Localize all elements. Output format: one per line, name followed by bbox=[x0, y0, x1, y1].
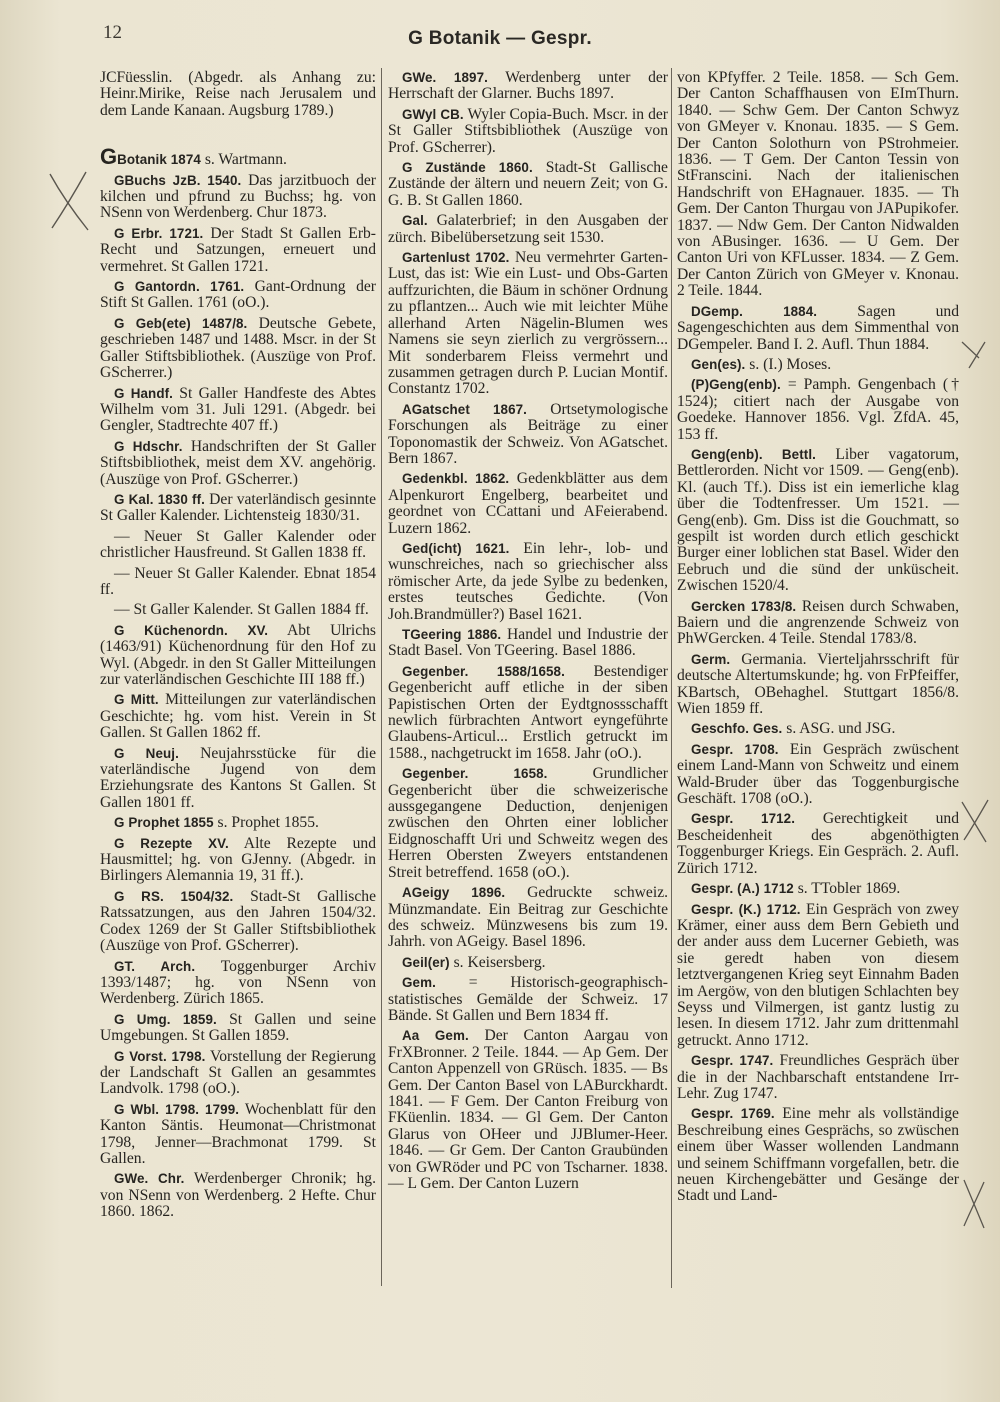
bibliography-entry bbox=[677, 70, 959, 300]
pencil-cross-mark bbox=[958, 1176, 990, 1232]
entry-text: Bestendiger Gegenbericht auff etliche in der siben Papistischen Orten der Eydtgnossschafft newlich fürbrachten Antwort eyngeführte Glaubens-Articul... Erstlich getruckt im 1588., nachgetruckt im 1658. Jahr (oO.). bbox=[388, 662, 668, 762]
entry-siglum: Gespr. 1769. bbox=[691, 1106, 775, 1122]
entry-text: Germania. Vierteljahrsschrift für deutsche Altertumskunde; hg. von FrPfeiffer, KBartsch, OBehaghel. Stuttgart 1856/8. Wien 1859 ff. bbox=[677, 650, 959, 718]
bibliography-entry bbox=[100, 602, 376, 618]
bibliography-entry bbox=[388, 70, 668, 103]
entry-text: Stadt-St Gallische Ratssatzungen, aus den Jahren 1504/32. Codex 1269 der St Galler Stiftsbibliothek (Auszüge von Prof. GScherrer). bbox=[100, 887, 376, 955]
bibliography-entry bbox=[100, 386, 376, 435]
entry-siglum: G Neuj. bbox=[114, 745, 179, 761]
entry-text: Ortsetymologische Forschungen als Beiträge zu einer Toponomastik der Schweiz. Von AGatschet. Bern 1867. bbox=[388, 400, 668, 467]
entry-siglum: Gespr. 1712. bbox=[691, 811, 796, 827]
entry-text: s. Wartmann. bbox=[200, 151, 287, 169]
bibliography-entry bbox=[677, 377, 959, 443]
entry-text: Handschriften der St Galler Stiftsbibliothek, meist dem XV. angehörig. (Auszüge von Prof. GScherrer.) bbox=[100, 437, 376, 488]
entry-siglum: Gespr. (A.) 1712 bbox=[691, 881, 794, 897]
entry-siglum: Gartenlust 1702. bbox=[402, 250, 510, 266]
entry-text: Neu vermehrter Garten-Lust, das ist: Wie ein Lust- und Obs-Garten auffzurichten, die Bäum in schöner Ordnung zu pflantzen... Auch wie mit leichter Mühe allerhand Arten Nägelin-Blumen wes Namens sie seyn zierlich zu vergrössern... Mit sonderbarem Fleiss vermehrt und zusammen getragen durch P. Lucian Montif. Constantz 1702. bbox=[388, 249, 668, 398]
entry-text: Wyler Copia-Buch. Mscr. in der St Galler Stiftsbibliothek (Auszüge von Prof. GScherrer). bbox=[388, 105, 668, 156]
bibliography-entry bbox=[100, 492, 376, 525]
section-initial: G bbox=[100, 144, 118, 170]
entry-siglum: (P)Geng(enb). bbox=[691, 377, 781, 393]
entry-siglum: G Rezepte XV. bbox=[114, 835, 229, 851]
running-head: G Botanik — Gespr. bbox=[408, 28, 592, 49]
entry-siglum: Gem. bbox=[402, 975, 436, 991]
entry-siglum: G Handf. bbox=[114, 385, 173, 401]
bibliography-entry bbox=[388, 541, 668, 623]
bibliography-entry bbox=[677, 1053, 959, 1102]
entry-siglum: GWe. 1897. bbox=[402, 70, 488, 85]
entry-siglum: Germ. bbox=[691, 651, 731, 667]
bibliography-entry bbox=[388, 107, 668, 156]
bibliography-entry bbox=[388, 885, 668, 951]
bibliography-entry bbox=[100, 815, 376, 831]
entry-text: Gedenkblätter aus dem Alpenkurort Engelberg, bearbeitet und geordnet von CCattani und AFeierabend. Luzern 1862. bbox=[388, 470, 668, 537]
bibliography-entry bbox=[388, 766, 668, 881]
entry-text: = Pamph. Gengenbach († 1524); citiert nach der Ausgabe von Goedeke. Hannover 1856. Vgl. ZfdA. 45, 153 ff. bbox=[677, 376, 959, 443]
bibliography-entry bbox=[677, 304, 959, 353]
bibliography-entry bbox=[388, 213, 668, 246]
bibliography-entry bbox=[677, 881, 959, 897]
entry-text: s. Prophet 1855. bbox=[213, 814, 319, 832]
column-middle bbox=[388, 70, 668, 1196]
pencil-cross-mark bbox=[46, 168, 92, 234]
entry-text: s. ASG. und JSG. bbox=[782, 720, 896, 738]
entry-text: Sagen und Sagengeschichten aus dem Simmenthal von DGempeler. Band I. 2. Aufl. Thun 1884. bbox=[677, 302, 959, 353]
bibliography-entry bbox=[388, 471, 668, 537]
entry-siglum: G Geb(ete) 1487/8. bbox=[114, 315, 248, 331]
entry-siglum: DGemp. 1884. bbox=[691, 303, 818, 319]
bibliography-entry bbox=[100, 144, 376, 170]
entry-siglum: Botanik 1874 bbox=[117, 152, 201, 168]
pencil-check-mark bbox=[959, 338, 989, 372]
bibliography-entry bbox=[100, 623, 376, 689]
bibliography-entry bbox=[100, 692, 376, 741]
entry-text: Das jarzitbuoch der kilchen und pfrund zu Buchss; hg. von NSenn von Werdenberg. Chur 1873. bbox=[100, 171, 376, 222]
bibliography-entry bbox=[100, 889, 376, 955]
entry-text: s. TTobler 1869. bbox=[793, 880, 901, 898]
entry-text: s. Keisersberg. bbox=[449, 953, 546, 971]
column-right bbox=[677, 70, 959, 1209]
entry-text: St Galler Handfeste des Abtes Wilhelm vom 31. Juli 1291. (Abgedr. bei Gengler, Stadtrechte 407 ff.) bbox=[100, 384, 376, 435]
entry-text: Toggenburger Archiv 1393/1487; hg. von NSenn von Werdenberg. Zürich 1865. bbox=[100, 957, 376, 1008]
entry-text: Vorstellung der Regierung der Landschaft St Gallen an gesammtes Landvolk. 1798 (oO.). bbox=[100, 1047, 376, 1098]
entry-siglum: Gegenber. 1658. bbox=[402, 766, 548, 782]
entry-text: Mitteilungen zur vaterländischen Geschichte; hg. vom hist. Verein in St Gallen. St Gallen 1862 ff. bbox=[100, 691, 376, 742]
entry-text: Deutsche Gebete, geschrieben 1487 und 1488. Mscr. in der St Galler Stiftsbibliothek. (Auszüge von Prof. GScherrer.) bbox=[100, 314, 376, 382]
bibliography-entry bbox=[388, 402, 668, 468]
entry-siglum: AGatschet 1867. bbox=[402, 401, 527, 417]
bibliography-entry bbox=[100, 1102, 376, 1168]
entry-text: Handel und Industrie der Stadt Basel. Von TGeering. Basel 1886. bbox=[388, 626, 668, 660]
entry-siglum: AGeigy 1896. bbox=[402, 885, 506, 901]
column-rule bbox=[671, 68, 672, 1288]
entry-text: Stadt-St Gallische Zustände der ältern und neuern Zeit; von G. G. B. St Gallen 1860. bbox=[388, 159, 668, 209]
entry-siglum: Gespr. (K.) 1712. bbox=[691, 901, 801, 917]
entry-text: Werdenberg unter der Herrschaft der Glarner. Buchs 1897. bbox=[388, 69, 668, 103]
entry-text: Gedruckte schweiz. Münzmandate. Ein Beitrag zur Geschichte des schweiz. Münzwesens bis zum 19. Jahrh. von AGeigy. Basel 1896. bbox=[388, 884, 669, 951]
entry-siglum: TGeering 1886. bbox=[402, 627, 502, 642]
bibliography-entry bbox=[100, 70, 376, 119]
bibliography-entry bbox=[100, 746, 376, 812]
entry-siglum: GBuchs JzB. 1540. bbox=[114, 172, 242, 188]
bibliography-entry bbox=[677, 1106, 959, 1204]
entry-siglum: Gal. bbox=[402, 213, 428, 229]
entry-text: — Neuer St Galler Kalender. Ebnat 1854 ff. bbox=[100, 564, 376, 598]
entry-text: Werdenberger Chronik; hg. von NSenn von Werdenberg. 2 Hefte. Chur 1860. 1862. bbox=[100, 1170, 376, 1221]
bibliography-entry bbox=[100, 836, 376, 885]
entry-text: Neujahrsstücke für die vaterländische Jugend von dem Erziehungsrate des Kantons St Gallen. St Gallen 1801 ff. bbox=[100, 744, 376, 811]
bibliography-entry bbox=[100, 1012, 376, 1045]
entry-text: Alte Rezepte und Hausmittel; hg. von GJenny. (Abgedr. in Birlingers Alemannia 19, 31 ff.). bbox=[100, 834, 376, 885]
column-left bbox=[100, 70, 376, 1225]
entry-siglum: Gespr. 1747. bbox=[691, 1053, 774, 1069]
bibliography-entry bbox=[677, 811, 959, 877]
bibliography-entry bbox=[100, 1171, 376, 1220]
page-number: 12 bbox=[103, 22, 122, 43]
column-rule bbox=[381, 68, 382, 1286]
entry-text: Gerechtigkeit und Bescheidenheit des abgenöthigten Toggenburger Kriegs. Ein Gespräch. 2. Aufl. Zürich 1712. bbox=[677, 810, 959, 877]
entry-text: Der vaterländisch gesinnte St Galler Kalender. Lichtensteig 1830/31. bbox=[100, 490, 377, 525]
entry-text: Ein Gespräch zwüschent einem Land-Mann von Schweitz und einem Wald-Bruder über das Toggenburgische Geschäft. 1708 (oO.). bbox=[677, 740, 959, 808]
entry-siglum: G Wbl. 1798. 1799. bbox=[114, 1101, 240, 1117]
bibliography-entry bbox=[388, 160, 668, 209]
bibliography-entry bbox=[100, 1049, 376, 1098]
entry-siglum: G Umg. 1859. bbox=[114, 1011, 217, 1027]
bibliography-entry bbox=[388, 664, 668, 762]
entry-siglum: Aa Gem. bbox=[402, 1028, 469, 1044]
entry-text: Reisen durch Schwaben, Baiern und die angrenzende Schweiz von PhWGercken. 4 Teile. Stendal 1783/8. bbox=[677, 597, 959, 648]
bibliography-entry bbox=[100, 226, 376, 275]
entry-siglum: G Kal. 1830 ff. bbox=[114, 491, 205, 507]
entry-text: von KPfyffer. 2 Teile. 1858. — Sch Gem. Der Canton Schaffhausen von EImThurn. 1840. — Schw Gem. Der Canton Schwyz von GMeyer v. Knonau. 1835. — S Gem. Der Canton Solothurn von PStrohmeier. 1836. — T Gem. Der Canton Tessin von StFranscini. Nach der italienischen Handschrift von EHagnauer. 1835. — Th Gem. Der Canton Thurgau von JAPupikofer. 1837. — Ndw Gem. Der Canton Nidwalden von ABusinger. 1636. — U Gem. Der Canton Uri von KFLusser. 1834. — Z Gem. Der Canton Zürich von GMeyer v. Knonau. 2 Teile. 1844. bbox=[677, 69, 959, 300]
bibliography-entry bbox=[100, 173, 376, 222]
bibliography-entry bbox=[677, 902, 959, 1050]
entry-siglum: Gespr. 1708. bbox=[691, 741, 779, 757]
entry-text: Der Canton Aargau von FrXBronner. 2 Teile. 1844. — Ap Gem. Der Canton Appenzell von GRüsch. 1835. — Bs Gem. Der Canton Basel von LABurckhardt. 1841. — F Gem. Der Canton Freiburg von FKüenlin. 1834. — Gl Gem. Der Canton Glarus von OHeer und JJBlumer-Heer. 1846. — Gr Gem. Der Canton Graubünden von GWRöder und PC von Tscharner. 1838. — L Gem. Der Canton Luzern bbox=[388, 1027, 668, 1192]
entry-siglum: G Zustände 1860. bbox=[402, 160, 533, 176]
entry-siglum: G Hdschr. bbox=[114, 438, 183, 454]
entry-text: Ein lehr-, lob- und wunschreiches, nach so griechischer alss römischer Arte, da jede Sylbe zu bedenken, erstes teutsches Gedichte. (Von Joh.Brandmüller?) Basel 1621. bbox=[388, 539, 669, 623]
entry-siglum: G Mitt. bbox=[114, 692, 159, 708]
entry-text: Grundlicher Gegenbericht über die schweizerische aussgegangene Deduction, denjenigen zwüschen den Ohrten einer loblicher Eidgnoschafft Uri und Schweitz wegen des Herren Obersten Zweyers entstandenen Streit betreffend. 1658 (oO.). bbox=[388, 765, 668, 881]
entry-siglum: G Erbr. 1721. bbox=[114, 225, 204, 241]
entry-siglum: Geschfo. Ges. bbox=[691, 721, 783, 737]
entry-siglum: Geil(er) bbox=[402, 954, 450, 970]
entry-siglum: GWe. Chr. bbox=[114, 1171, 185, 1187]
bibliography-entry bbox=[388, 250, 668, 398]
bibliography-entry bbox=[677, 742, 959, 808]
bibliography-entry bbox=[100, 566, 376, 599]
entry-siglum: G Vorst. 1798. bbox=[114, 1048, 206, 1064]
bibliography-entry bbox=[677, 447, 959, 595]
bibliography-entry bbox=[677, 357, 959, 373]
entry-text: s. (I.) Moses. bbox=[745, 355, 832, 373]
entry-text: St Gallen und seine Umgebungen. St Gallen 1859. bbox=[100, 1010, 376, 1045]
entry-text: Liber vagatorum, Bettlerorden. Nicht vor 1509. — Geng(enb). Kl. (auch Tf.). Diss ist ein iemerliche klag über die Todtenfresser. Um 1521. — Geng(enb). Gm. Diss ist die Gouchmatt, so gespilt ist worden durch etlich geschickt Burger einer loblichen stat Basel. Wider den Eebruch und die sünd der unküscheit. Zwischen 1520/4. bbox=[677, 445, 959, 595]
entry-text: Ein Gespräch von zwey Krämer, einer auss dem Bern Gebieth und der ander auss dem Lucerner Gebieth, was sie geredt haben von diesem letztvergangenen Krieg seyt Einnahm Baden im Aergöw, von den blutigen Schlachten bey Seyss und Vilmergen, ist gantz lustig zu lesen. In diesem 1712. Jahr zum drittenmahl getruckt. Anno 1712. bbox=[677, 900, 960, 1049]
entry-text: = Historisch-geographisch-statistisches Gemälde der Schweiz. 17 Bände. St Gallen und Bern 1834 ff. bbox=[388, 974, 668, 1024]
bibliography-entry bbox=[388, 975, 668, 1024]
entry-siglum: GWyl CB. bbox=[402, 106, 464, 122]
entry-siglum: Geng(enb). Bettl. bbox=[691, 446, 816, 462]
entry-text: — St Galler Kalender. St Gallen 1884 ff. bbox=[114, 601, 369, 619]
bibliography-entry bbox=[388, 1028, 668, 1192]
bibliography-entry bbox=[388, 627, 668, 660]
entry-siglum: G RS. 1504/32. bbox=[114, 888, 234, 904]
entry-siglum: Gegenber. 1588/1658. bbox=[402, 663, 565, 679]
bibliography-entry bbox=[677, 652, 959, 718]
entry-text: Freundliches Gespräch über die in der Nachbarschaft entstandene Irr-Lehr. Zug 1747. bbox=[677, 1052, 959, 1102]
entry-text: Wochenblatt für den Kanton Säntis. Heumonat—Christmonat 1798, Jenner—Brachmonat 1799. St Gallen. bbox=[100, 1100, 376, 1167]
entry-text: Der Stadt St Gallen Erb-Recht und Satzungen, erneuert und vermehret. St Gallen 1721. bbox=[100, 224, 376, 275]
entry-text: — Neuer St Galler Kalender oder christlicher Hausfreund. St Gallen 1838 ff. bbox=[100, 527, 376, 562]
entry-text: Gant-Ordnung der Stift St Gallen. 1761 (oO.). bbox=[100, 278, 376, 312]
entry-text: Eine mehr als vollständige Beschreibung eines Gesprächs, so zwüschen einem über Wasser wollenden Landmann und seinem Schiffmann vorgefallen, betr. die neuen Kirchengebätter und Gesänge der Stadt und Land- bbox=[677, 1105, 959, 1205]
entry-text: Galaterbrief; in den Ausgaben der zürch. Bibelübersetzung seit 1530. bbox=[388, 212, 668, 246]
bibliography-entry bbox=[100, 316, 376, 382]
bibliography-entry bbox=[100, 529, 376, 562]
entry-siglum: GT. Arch. bbox=[114, 958, 196, 974]
entry-siglum: Gercken 1783/8. bbox=[691, 598, 797, 614]
bibliography-entry bbox=[677, 721, 959, 737]
entry-text: Abt Ulrichs (1463/91) Küchenordnung für den Hof zu Wyl. (Abgedr. in den St Galler Mitteilungen zur vaterländischen Geschichte III 188 ff.) bbox=[100, 621, 376, 688]
entry-siglum: Gedenkbl. 1862. bbox=[402, 471, 510, 487]
entry-siglum: Gen(es). bbox=[691, 356, 746, 372]
entry-text: JCFüesslin. (Abgedr. als Anhang zu: Heinr.Mirike, Reise nach Jerusalem und dem Lande Kanaan. Augsburg 1789.) bbox=[100, 69, 376, 119]
bibliography-entry bbox=[388, 955, 668, 971]
pencil-cross-mark bbox=[958, 796, 992, 846]
bibliography-entry bbox=[677, 599, 959, 648]
bibliography-entry bbox=[100, 279, 376, 312]
bibliography-entry bbox=[100, 959, 376, 1008]
entry-siglum: Ged(icht) 1621. bbox=[402, 540, 510, 556]
entry-siglum: G Küchenordn. XV. bbox=[114, 622, 269, 638]
entry-siglum: G Gantordn. 1761. bbox=[114, 279, 245, 295]
entry-siglum: G Prophet 1855 bbox=[114, 815, 214, 831]
bibliography-entry bbox=[100, 439, 376, 488]
